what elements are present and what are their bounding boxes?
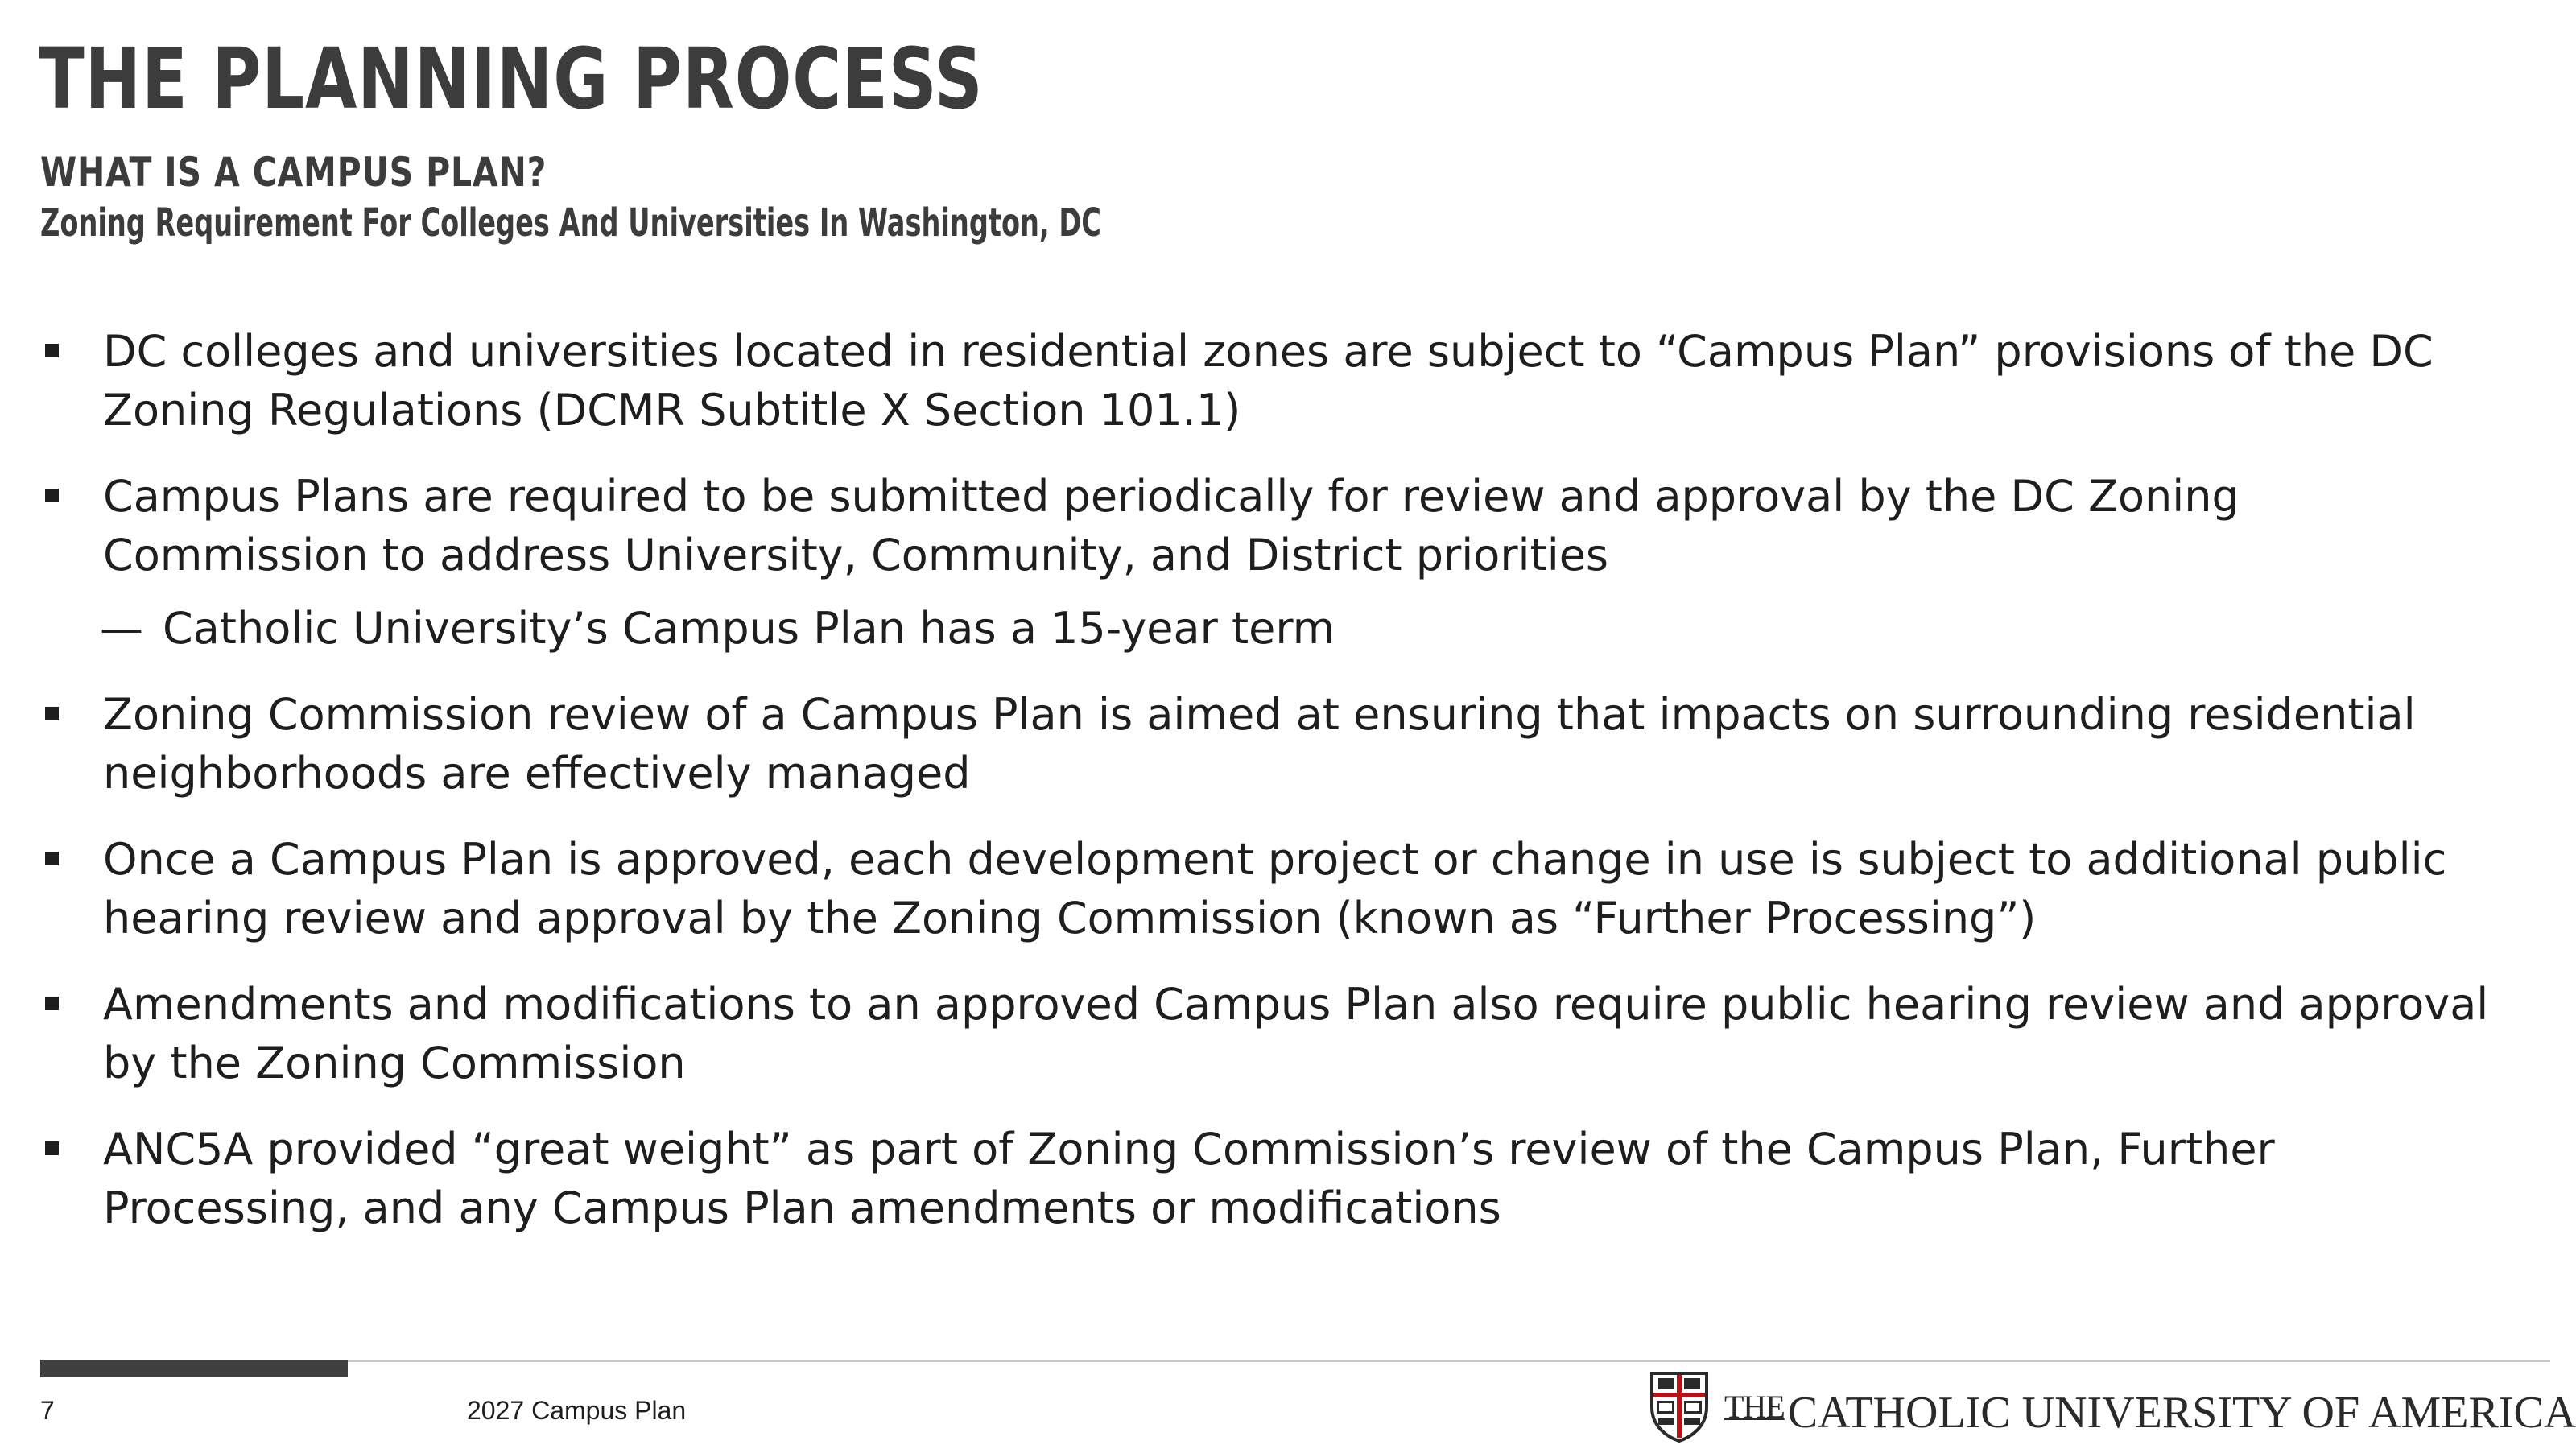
university-seal-icon xyxy=(1647,1368,1711,1443)
bullet-text: ANC5A provided “great weight” as part of Zoning Commission’s review of the Campus Plan, Further Processing, and any Campus Plan amendments or modifications xyxy=(103,1124,2275,1233)
bullet-item xyxy=(40,322,2496,440)
section-tagline: Zoning Requirement For Colleges And Universities In Washington, DC xyxy=(40,200,1101,246)
dash-marker: — xyxy=(100,603,143,654)
bullet-item xyxy=(40,975,2496,1092)
bullet-text: DC colleges and universities located in residential zones are subject to “Campus Plan” provisions of the DC Zoning Regulations (DCMR Subtitle X Section 101.1) xyxy=(103,326,2434,436)
bullet-text: Amendments and modifications to an approved Campus Plan also require public hearing review and approval by the Zoning Commission xyxy=(103,979,2489,1088)
logo-the: THE xyxy=(1724,1389,1785,1425)
footer-divider xyxy=(40,1360,2550,1362)
bullet-text: Once a Campus Plan is approved, each development project or change in use is subject to additional public hearing review and approval by the Zoning Commission (known as “Further Processing”) xyxy=(103,834,2447,943)
bullet-text: Campus Plans are required to be submitted periodically for review and approval by the DC Zoning Commission to address University, Community, and District priorities xyxy=(103,471,2240,580)
bullet-list xyxy=(40,322,2496,1265)
footer-accent-bar xyxy=(40,1360,348,1377)
bullet-item xyxy=(40,467,2496,584)
page-number: 7 xyxy=(40,1396,55,1425)
sub-bullet-item xyxy=(40,599,2496,658)
bullet-text: Zoning Commission review of a Campus Plan is aimed at ensuring that impacts on surrounding residential neighborhoods are effectively managed xyxy=(103,689,2416,799)
section-subtitle: WHAT IS A CAMPUS PLAN? xyxy=(40,149,547,196)
page-title: THE PLANNING PROCESS xyxy=(39,30,984,128)
logo-wordmark xyxy=(1724,1381,2576,1439)
sub-bullet-text: Catholic University’s Campus Plan has a 15-year term xyxy=(163,603,1335,654)
logo-name: CATHOLIC UNIVERSITY OF AMERICA xyxy=(1787,1388,2576,1438)
footer-label: 2027 Campus Plan xyxy=(467,1396,687,1425)
bullet-item xyxy=(40,1120,2496,1237)
bullet-item xyxy=(40,830,2496,947)
bullet-item xyxy=(40,685,2496,803)
university-logo xyxy=(1647,1368,2576,1443)
